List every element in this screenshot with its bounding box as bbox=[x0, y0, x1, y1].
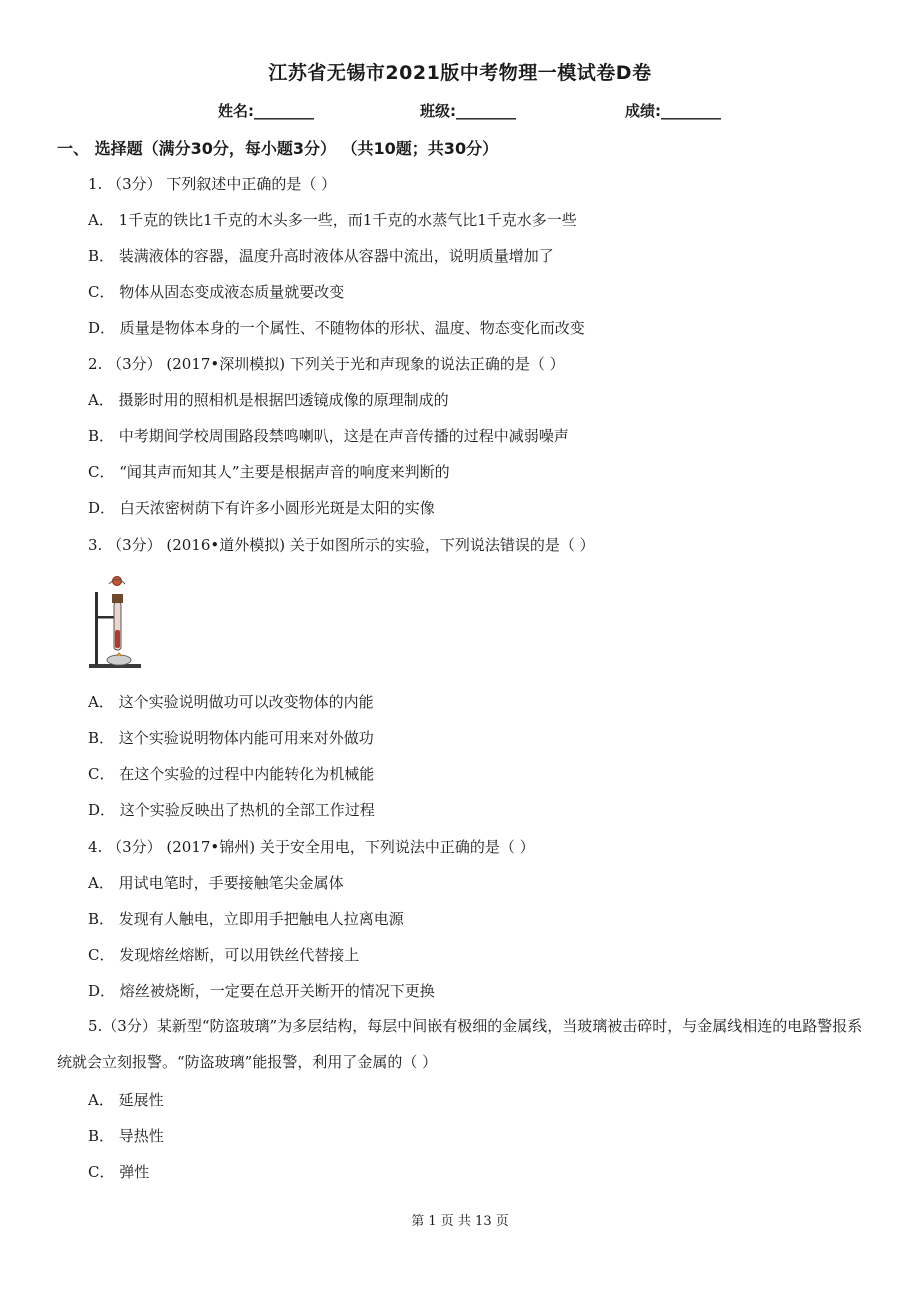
question-2-option-a: A． 摄影时用的照相机是根据凹透镜成像的原理制成的 bbox=[88, 391, 449, 409]
question-2-option-b: B． 中考期间学校周围路段禁鸣喇叭，这是在声音传播的过程中减弱噪声 bbox=[88, 427, 569, 445]
class-field-label: 班级:________ bbox=[420, 102, 516, 120]
question-4-stem: 4. （3分） (2017•锦州) 关于安全用电，下列说法中正确的是（ ） bbox=[88, 838, 535, 856]
question-4-option-b: B． 发现有人触电，立即用手把触电人拉离电源 bbox=[88, 910, 404, 928]
question-3-option-a: A． 这个实验说明做功可以改变物体的内能 bbox=[88, 693, 374, 711]
question-2-option-c: C． “闻其声而知其人”主要是根据声音的响度来判断的 bbox=[88, 463, 450, 481]
question-3-option-b: B． 这个实验说明物体内能可用来对外做功 bbox=[88, 729, 374, 747]
question-4-option-c: C． 发现熔丝熔断，可以用铁丝代替接上 bbox=[88, 946, 360, 964]
question-4-option-a: A． 用试电笔时，手要接触笔尖金属体 bbox=[88, 874, 344, 892]
question-4-option-d: D． 熔丝被烧断，一定要在总开关断开的情况下更换 bbox=[88, 982, 435, 1000]
question-1-option-c: C． 物体从固态变成液态质量就要改变 bbox=[88, 283, 345, 301]
question-1-option-d: D． 质量是物体本身的一个属性、不随物体的形状、温度、物态变化而改变 bbox=[88, 319, 585, 337]
question-5-option-a: A． 延展性 bbox=[88, 1091, 164, 1109]
question-2-option-d: D． 白天浓密树荫下有许多小圆形光斑是太阳的实像 bbox=[88, 499, 435, 517]
question-2-stem: 2. （3分） (2017•深圳模拟) 下列关于光和声现象的说法正确的是（ ） bbox=[88, 355, 565, 373]
question-3-stem: 3. （3分） (2016•道外模拟) 关于如图所示的实验，下列说法错误的是（ ） bbox=[88, 536, 595, 554]
page-footer: 第 1 页 共 13 页 bbox=[411, 1214, 509, 1229]
name-field-label: 姓名:________ bbox=[218, 102, 314, 120]
question-1-stem: 1. （3分） 下列叙述中正确的是（ ） bbox=[88, 175, 337, 193]
question-1-option-b: B． 装满液体的容器，温度升高时液体从容器中流出，说明质量增加了 bbox=[88, 247, 554, 265]
question-3-option-c: C． 在这个实验的过程中内能转化为机械能 bbox=[88, 765, 375, 783]
question-1-option-a: A． 1千克的铁比1千克的木头多一些，而1千克的水蒸气比1千克水多一些 bbox=[88, 211, 577, 229]
question-3-option-d: D． 这个实验反映出了热机的全部工作过程 bbox=[88, 801, 375, 819]
question-5-stem: 5.（3分）某新型“防盗玻璃”为多层结构，每层中间嵌有极细的金属线，当玻璃被击碎时，与金属线相连的电路警报系统就会立刻报警。“防盗玻璃”能报警，利用了金属的（ ） bbox=[57, 1017, 863, 1071]
question-5-option-c: C． 弹性 bbox=[88, 1163, 150, 1181]
question-5-option-b: B． 导热性 bbox=[88, 1127, 164, 1145]
section-heading: 一、 选择题（满分30分，每小题3分） （共10题；共30分） bbox=[57, 139, 499, 158]
score-field-label: 成绩:________ bbox=[625, 102, 721, 120]
experiment-apparatus-figure bbox=[87, 572, 143, 672]
exam-title: 江苏省无锡市2021版中考物理一模试卷D卷 bbox=[268, 62, 652, 84]
